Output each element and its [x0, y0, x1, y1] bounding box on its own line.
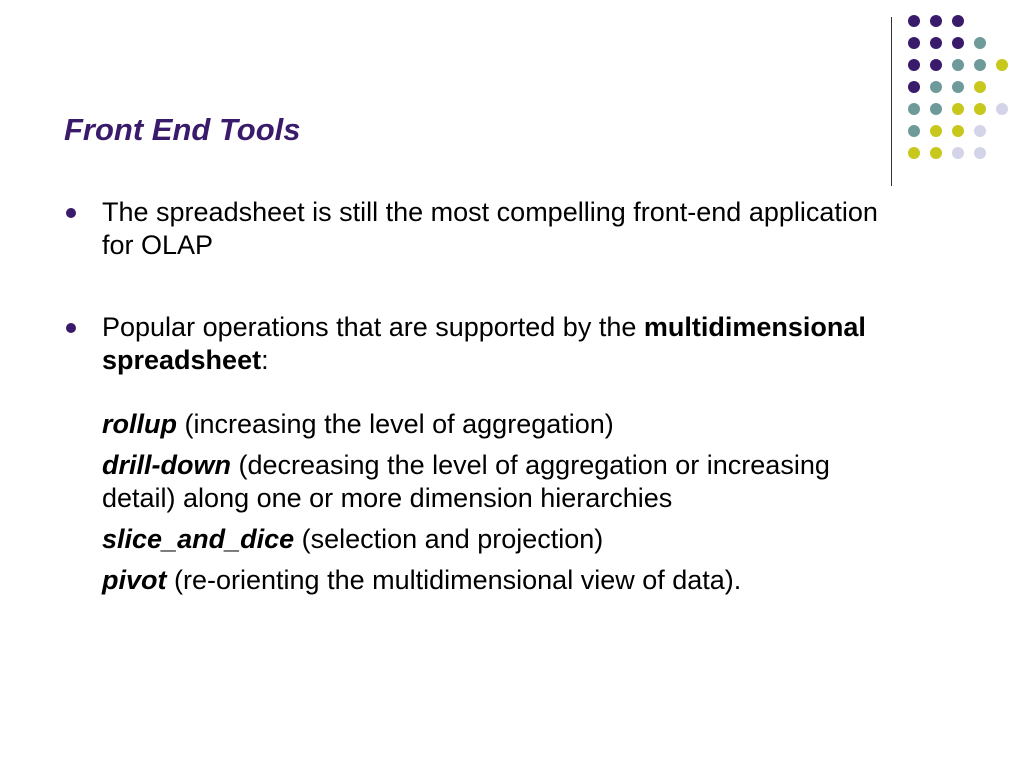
decor-dot: [930, 15, 942, 27]
decor-dot: [908, 125, 920, 137]
decor-dot: [930, 125, 942, 137]
bullet-text: The spreadsheet is still the most compelling front-end application for OLAP: [102, 197, 878, 260]
decor-dot: [974, 37, 986, 49]
decor-dot: [952, 103, 964, 115]
operation-description: (increasing the level of aggregation): [177, 409, 614, 439]
bullet-item: [64, 311, 904, 377]
decor-dot: [996, 59, 1008, 71]
decor-dot: [930, 81, 942, 93]
decor-dot: [908, 15, 920, 27]
decor-dot: [930, 147, 942, 159]
decor-dot: [952, 147, 964, 159]
decor-dot: [908, 147, 920, 159]
operation-term: drill-down: [102, 450, 231, 480]
decor-dot: [908, 59, 920, 71]
bullet-emphasis: multidimensional spreadsheet: [102, 312, 866, 375]
decor-dot: [974, 147, 986, 159]
operation-description: (decreasing the level of aggregation or increasing detail) along one or more dimension hierarchies: [102, 450, 830, 513]
bullet-icon: [66, 208, 76, 218]
decor-dot: [952, 15, 964, 27]
operation-description: (re-orienting the multidimensional view of data).: [166, 565, 742, 595]
decor-dot: [974, 59, 986, 71]
decor-dot: [930, 103, 942, 115]
bullet-text-suffix: :: [261, 345, 269, 375]
operation-item-pivot: [64, 564, 904, 597]
decorative-dot-grid: [904, 11, 1012, 167]
operation-term: rollup: [102, 409, 177, 439]
decor-dot: [974, 81, 986, 93]
decor-dot: [952, 37, 964, 49]
vertical-divider: [891, 17, 892, 186]
decor-dot: [952, 125, 964, 137]
decor-dot: [908, 37, 920, 49]
slide-title: Front End Tools: [64, 112, 301, 147]
bullet-item: [64, 196, 904, 262]
decor-dot: [974, 103, 986, 115]
decor-dot: [952, 59, 964, 71]
operation-item-drill-down: [64, 449, 904, 515]
slide-body: [64, 196, 904, 605]
bullet-text: Popular operations that are supported by the: [102, 312, 644, 342]
decor-dot: [952, 81, 964, 93]
operation-term: pivot: [102, 565, 167, 595]
operation-item-rollup: [64, 408, 904, 441]
decor-dot: [930, 37, 942, 49]
decor-dot: [908, 103, 920, 115]
operation-description: (selection and projection): [294, 524, 604, 554]
decor-dot: [908, 81, 920, 93]
decor-dot: [996, 103, 1008, 115]
operation-item-slice-and-dice: [64, 523, 904, 556]
bullet-icon: [66, 323, 76, 333]
decor-dot: [974, 125, 986, 137]
operation-term: slice_and_dice: [102, 524, 295, 554]
decor-dot: [930, 59, 942, 71]
